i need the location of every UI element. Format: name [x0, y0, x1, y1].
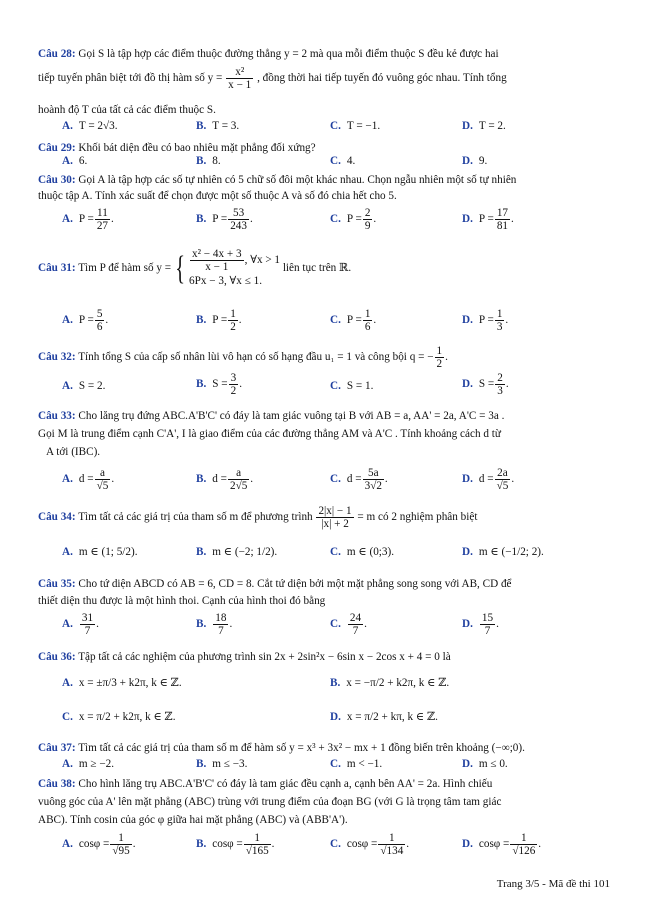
- question-number: Câu 37:: [38, 742, 76, 754]
- fraction: [228, 308, 238, 333]
- denominator: 6: [96, 321, 103, 333]
- option-b[interactable]: B. S = $\frac{3}{2}$ .: [196, 372, 242, 397]
- piecewise-system: [189, 248, 280, 289]
- option-label: A.: [62, 120, 73, 132]
- fraction: [80, 612, 95, 637]
- option-label: D.: [462, 838, 473, 851]
- numerator: 1: [378, 832, 405, 845]
- numerator: 15: [481, 612, 494, 624]
- question-text: hoành độ T của tất cả các điểm thuộc S.: [38, 104, 216, 116]
- option-value: x = ±π/3 + k2π, k ∈ ℤ.: [78, 677, 182, 689]
- option-prefix: cosφ =: [212, 838, 243, 851]
- option-value: m ∈ (−1/2; 2).: [478, 546, 544, 558]
- denominator: √95: [112, 845, 130, 857]
- option-prefix: P =: [346, 314, 362, 327]
- option-label: B.: [196, 213, 207, 226]
- numerator: 1: [244, 832, 271, 845]
- question-number: Câu 28:: [38, 48, 76, 60]
- option-c[interactable]: C. P = $\frac{2}{9}$ .: [330, 207, 377, 232]
- option-value: x = π/2 + kπ, k ∈ ℤ.: [346, 711, 438, 723]
- question-38-line2: [38, 794, 622, 810]
- question-text: Tính tổng S của cấp số nhân lùi vô hạn có số hạng đầu u₁ = 1 và công bội q = −: [78, 351, 434, 364]
- fraction: [229, 372, 239, 397]
- option-a[interactable]: [62, 380, 105, 392]
- piece-2: 6Px − 3, ∀x ≤ 1.: [189, 275, 263, 287]
- question-33-line3: [46, 444, 630, 460]
- option-label: D.: [462, 378, 473, 391]
- option-prefix: P =: [78, 314, 94, 327]
- numerator: a: [95, 467, 111, 480]
- question-number: Câu 36:: [38, 651, 76, 663]
- option-c[interactable]: [330, 120, 380, 132]
- question-number: Câu 32:: [38, 351, 76, 364]
- question-28: [38, 46, 622, 62]
- question-30: [38, 172, 622, 188]
- option-label: B.: [196, 473, 207, 486]
- option-a[interactable]: A. P = $\frac{5}{6}$ .: [62, 308, 109, 333]
- option-label: C.: [62, 711, 73, 723]
- question-text: ABC). Tính cosin của góc φ giữa hai mặt phẳng (ABC) và (ABB'A').: [38, 814, 348, 826]
- option-c[interactable]: C. cosφ = $\frac{1}{√134}$ .: [330, 832, 410, 857]
- question-text: Cho tứ diện ABCD có AB = 6, CD = 8. Cắt tứ diện bởi một mặt phẳng song song với AB, CD để: [78, 578, 512, 590]
- numerator: 11: [95, 207, 110, 220]
- denominator: 3√2: [364, 480, 382, 492]
- denominator: 7: [484, 625, 491, 637]
- option-d[interactable]: [462, 120, 506, 132]
- denominator: 7: [218, 625, 224, 637]
- question-number: Câu 34:: [38, 511, 76, 524]
- fraction: [495, 372, 505, 397]
- option-label: D.: [330, 711, 341, 723]
- denominator: x − 1: [228, 79, 252, 91]
- option-value: m ∈ (0;3).: [346, 546, 395, 558]
- option-d[interactable]: [330, 710, 438, 723]
- option-label: D.: [462, 120, 473, 132]
- option-label: B.: [196, 155, 207, 167]
- numerator: 1: [436, 345, 443, 357]
- option-prefix: cosφ =: [478, 838, 510, 851]
- numerator: 2a: [495, 467, 511, 480]
- question-38: [38, 776, 622, 792]
- question-text: thuộc tập A. Tính xác suất để chọn được một số thuộc A và số đó chia hết cho 5.: [38, 190, 397, 202]
- numerator: 53: [228, 207, 249, 220]
- option-value: m ≤ 0.: [478, 758, 508, 770]
- option-prefix: cosφ =: [346, 838, 378, 851]
- question-number: Câu 31:: [38, 262, 76, 275]
- numerator: 1: [364, 308, 371, 320]
- option-label: C.: [330, 546, 341, 558]
- option-label: D.: [462, 213, 473, 226]
- question-34: [38, 505, 622, 530]
- fraction: [378, 832, 405, 857]
- option-prefix: P =: [346, 213, 362, 226]
- numerator: a: [228, 467, 249, 480]
- option-c[interactable]: [62, 710, 176, 723]
- denominator: 6: [364, 321, 371, 333]
- option-b[interactable]: B. cosφ = $\frac{1}{√165}$ .: [196, 832, 275, 857]
- fraction: [213, 612, 228, 637]
- denominator: √134: [380, 845, 404, 857]
- fraction: [435, 345, 445, 370]
- option-label: C.: [330, 213, 341, 226]
- numerator: 3: [230, 372, 237, 384]
- option-c[interactable]: [330, 758, 382, 770]
- option-label: B.: [196, 314, 207, 327]
- option-label: B.: [196, 618, 207, 631]
- question-text: vuông góc của A' lên mặt phẳng (ABC) trùng với trung điểm của đoạn BG (với G là trọng tâm tam giác: [38, 796, 502, 808]
- option-label: C.: [330, 314, 341, 327]
- option-prefix: P =: [478, 213, 494, 226]
- option-value: S = 1.: [346, 380, 374, 392]
- denominator: 3: [497, 385, 503, 397]
- option-c[interactable]: C. $\frac{24}{7}$ .: [330, 612, 367, 637]
- question-36: [38, 649, 622, 665]
- option-label: C.: [330, 120, 341, 132]
- denominator: 2: [230, 385, 237, 397]
- fraction: [480, 612, 495, 637]
- option-label: C.: [330, 618, 341, 631]
- option-value: 6.: [78, 155, 88, 167]
- question-38-line3: [38, 812, 622, 828]
- question-text: Tập tất cả các nghiệm của phương trình sin 2x + 2sin²x − 6sin x − 2cos x + 4 = 0 là: [78, 651, 451, 663]
- page-footer: Trang 3/5 - Mã đề thi 101: [496, 878, 610, 890]
- denominator: 9: [364, 220, 371, 232]
- option-a[interactable]: A. $\frac{31}{7}$ .: [62, 612, 99, 637]
- option-c[interactable]: [330, 155, 355, 167]
- option-label: A.: [62, 677, 73, 689]
- option-prefix: P =: [78, 213, 94, 226]
- numerator: 1: [230, 308, 236, 320]
- fraction: [316, 505, 353, 530]
- numerator: 2|x| − 1: [318, 505, 352, 517]
- option-prefix: d =: [478, 473, 494, 486]
- option-value: T = 2.: [478, 120, 506, 132]
- question-31: [38, 248, 622, 289]
- option-a[interactable]: A. P = $\frac{11}{27}$ .: [62, 207, 114, 232]
- fraction: [495, 207, 510, 232]
- option-label: C.: [330, 838, 341, 851]
- option-d[interactable]: D. P = $\frac{17}{81}$ .: [462, 207, 514, 232]
- option-a[interactable]: [62, 120, 118, 132]
- option-value: 8.: [212, 155, 221, 167]
- question-text: , đồng thời hai tiếp tuyến đó vuông góc nhau. Tính tổng: [257, 72, 507, 85]
- option-b[interactable]: [196, 155, 221, 167]
- fraction: [363, 207, 373, 232]
- fraction: [363, 467, 384, 492]
- option-a[interactable]: A. d = $\frac{a}{√5}$ .: [62, 467, 115, 492]
- question-33-line2: [38, 426, 622, 442]
- numerator: 2: [364, 207, 371, 219]
- numerator: x²: [226, 66, 253, 79]
- numerator: 2: [497, 372, 503, 384]
- question-text: Tìm tất cả các giá trị của tham số m để phương trình: [78, 511, 313, 524]
- option-a[interactable]: [62, 155, 87, 167]
- fraction: [190, 248, 244, 273]
- question-text: liên tục trên ℝ.: [282, 262, 352, 275]
- fraction: [95, 467, 111, 492]
- option-c[interactable]: [330, 380, 373, 392]
- denominator: 81: [496, 220, 508, 232]
- question-28-line2: [38, 66, 622, 91]
- option-value: x = −π/2 + k2π, k ∈ ℤ.: [346, 677, 450, 689]
- option-value: T = −1.: [346, 120, 381, 132]
- fraction: [110, 832, 131, 857]
- denominator: 3: [496, 321, 503, 333]
- option-b[interactable]: B. $\frac{18}{7}$ .: [196, 612, 233, 637]
- option-label: D.: [462, 758, 473, 770]
- question-text: A tới (IBC).: [46, 446, 101, 458]
- denominator: √5: [496, 480, 509, 492]
- option-label: B.: [196, 838, 207, 851]
- question-30-line2: [38, 188, 622, 204]
- option-label: A.: [62, 380, 73, 392]
- question-text: thiết diện thu được là một hình thoi. Cạnh của hình thoi đó bằng: [38, 595, 326, 607]
- question-text: tiếp tuyến phân biệt tới đồ thị hàm số y =: [38, 72, 223, 85]
- option-label: B.: [196, 378, 207, 391]
- option-label: B.: [330, 677, 341, 689]
- denominator: 2: [230, 321, 236, 333]
- option-c[interactable]: C. d = $\frac{5a}{3√2}$ .: [330, 467, 388, 492]
- option-d[interactable]: [462, 758, 508, 770]
- option-d[interactable]: D. cosφ = $\frac{1}{√126}$ .: [462, 832, 542, 857]
- numerator: 31: [81, 612, 94, 624]
- option-label: D.: [462, 546, 473, 558]
- question-text: Khối bát diện đều có bao nhiêu mặt phẳng đối xứng?: [78, 142, 316, 154]
- denominator: |x| + 2: [321, 518, 349, 530]
- option-label: C.: [330, 473, 341, 486]
- fraction: [228, 207, 249, 232]
- option-label: D.: [462, 473, 473, 486]
- option-label: B.: [196, 120, 207, 132]
- option-b[interactable]: [196, 120, 239, 132]
- denominator: √126: [512, 845, 536, 857]
- option-value: m ≤ −3.: [212, 758, 248, 770]
- option-a[interactable]: [62, 545, 138, 558]
- option-b[interactable]: [330, 676, 449, 689]
- option-label: D.: [462, 618, 473, 631]
- option-d[interactable]: D. $\frac{15}{7}$ .: [462, 612, 499, 637]
- fraction: [363, 308, 373, 333]
- option-value: 4.: [346, 155, 356, 167]
- numerator: 18: [215, 612, 227, 624]
- option-label: C.: [330, 380, 341, 392]
- option-value: T = 3.: [212, 120, 240, 132]
- denominator: 243: [230, 220, 247, 232]
- option-prefix: cosφ =: [78, 838, 110, 851]
- option-d[interactable]: D. d = $\frac{2a}{√5}$ .: [462, 467, 515, 492]
- option-value: 9.: [478, 155, 488, 167]
- denominator: 7: [84, 625, 91, 637]
- option-d[interactable]: [462, 545, 544, 558]
- option-label: D.: [462, 314, 473, 327]
- option-prefix: P =: [212, 213, 228, 226]
- numerator: 5a: [363, 467, 384, 480]
- option-label: A.: [62, 213, 73, 226]
- option-label: C.: [330, 758, 341, 770]
- question-35-line2: [38, 593, 622, 609]
- fraction: [495, 308, 505, 333]
- question-text: Gọi S là tập hợp các điểm thuộc đường thẳng y = 2 mà qua mỗi điểm thuộc S đều kẻ được hai: [78, 48, 499, 60]
- option-c[interactable]: C. P = $\frac{1}{6}$ .: [330, 308, 377, 333]
- numerator: 1: [510, 832, 537, 845]
- question-28-line3: [38, 102, 622, 118]
- option-value: m < −1.: [346, 758, 383, 770]
- question-number: Câu 38:: [38, 778, 76, 790]
- option-prefix: S =: [212, 378, 228, 391]
- option-label: A.: [62, 618, 73, 631]
- option-prefix: d =: [78, 473, 94, 486]
- question-number: Câu 29:: [38, 142, 76, 154]
- question-32: Câu 32: Tính tổng S của cấp số nhân lùi vô hạn có số hạng đầu u₁ = 1 và công bội q = − $\frac{1}{2}$ .: [38, 345, 448, 370]
- option-b[interactable]: B. P = $\frac{1}{2}$ .: [196, 308, 242, 333]
- question-text: Cho lăng trụ đứng ABC.A'B'C' có đáy là tam giác vuông tại B với AB = a, AA' = 2a, A'C = 3a .: [78, 410, 505, 422]
- option-prefix: d =: [346, 473, 362, 486]
- option-label: B.: [196, 546, 207, 558]
- question-text: Gọi A là tập hợp các số tự nhiên có 5 chữ số đôi một khác nhau. Chọn ngẫu nhiên một số tự nhiên: [78, 174, 517, 186]
- option-a[interactable]: A. cosφ = $\frac{1}{√95}$ .: [62, 832, 136, 857]
- question-number: Câu 30:: [38, 174, 76, 186]
- option-value: T = 2√3.: [78, 120, 118, 132]
- option-a[interactable]: [62, 758, 114, 770]
- question-text: = m có 2 nghiệm phân biệt: [357, 511, 478, 524]
- option-label: B.: [196, 758, 207, 770]
- denominator: 27: [96, 220, 108, 232]
- option-b[interactable]: B. d = $\frac{a}{2√5}$ .: [196, 467, 254, 492]
- numerator: 1: [110, 832, 131, 845]
- option-b[interactable]: B. P = $\frac{53}{243}$ .: [196, 207, 253, 232]
- question-35: [38, 576, 622, 592]
- fraction: [244, 832, 271, 857]
- option-c[interactable]: [330, 545, 394, 558]
- denominator: 2√5: [229, 480, 248, 492]
- option-value: m ∈ (1; 5/2).: [78, 546, 138, 558]
- option-label: A.: [62, 546, 73, 558]
- option-label: D.: [462, 155, 473, 167]
- option-d[interactable]: D. S = $\frac{2}{3}$ .: [462, 372, 509, 397]
- option-value: x = π/2 + k2π, k ∈ ℤ.: [78, 711, 176, 723]
- option-value: m ∈ (−2; 1/2).: [212, 546, 278, 558]
- option-label: A.: [62, 758, 73, 770]
- option-prefix: S =: [478, 378, 495, 391]
- fraction: [495, 467, 511, 492]
- question-37: [38, 740, 622, 756]
- option-value: m ≥ −2.: [78, 758, 115, 770]
- option-label: A.: [62, 473, 73, 486]
- option-label: C.: [330, 155, 341, 167]
- option-d[interactable]: [462, 155, 487, 167]
- denominator: √5: [96, 480, 109, 492]
- option-b[interactable]: [196, 758, 247, 770]
- option-prefix: d =: [212, 473, 227, 486]
- question-29: [38, 140, 622, 156]
- option-label: A.: [62, 155, 73, 167]
- fraction: [228, 467, 249, 492]
- option-value: S = 2.: [78, 380, 106, 392]
- numerator: x² − 4x + 3: [192, 248, 242, 260]
- question-33: [38, 408, 622, 424]
- denominator: 2: [436, 358, 443, 370]
- denominator: x − 1: [205, 261, 229, 273]
- option-a[interactable]: [62, 676, 182, 689]
- question-number: Câu 33:: [38, 410, 76, 422]
- option-label: A.: [62, 838, 73, 851]
- numerator: 5: [96, 308, 103, 320]
- numerator: 24: [349, 612, 362, 624]
- fraction: [226, 66, 253, 91]
- option-label: A.: [62, 314, 73, 327]
- fraction: [95, 207, 110, 232]
- condition: , ∀x > 1: [244, 254, 281, 267]
- option-d[interactable]: D. P = $\frac{1}{3}$ .: [462, 308, 509, 333]
- option-prefix: P =: [212, 314, 228, 327]
- option-prefix: P =: [478, 314, 494, 327]
- question-text: Cho hình lăng trụ ABC.A'B'C' có đáy là tam giác đều cạnh a, cạnh bên AA' = 2a. Hình chiếu: [78, 778, 493, 790]
- question-number: Câu 35:: [38, 578, 76, 590]
- fraction: [348, 612, 363, 637]
- fraction: [95, 308, 105, 333]
- question-text: Gọi M là trung điểm cạnh C'A', I là giao điểm của các đường thẳng AM và A'C . Tính khoảng cách d từ: [38, 428, 501, 440]
- option-b[interactable]: [196, 545, 277, 558]
- numerator: 17: [496, 207, 508, 219]
- question-text: Tìm tất cả các giá trị của tham số m để hàm số y = x³ + 3x² − mx + 1 đồng biến trên khoảng (−∞;0).: [78, 742, 525, 754]
- numerator: 1: [496, 308, 503, 320]
- denominator: √165: [245, 845, 269, 857]
- denominator: 7: [352, 625, 359, 637]
- brace-icon: {: [175, 249, 185, 287]
- question-text: Tìm P để hàm số y =: [78, 262, 172, 275]
- fraction: [510, 832, 537, 857]
